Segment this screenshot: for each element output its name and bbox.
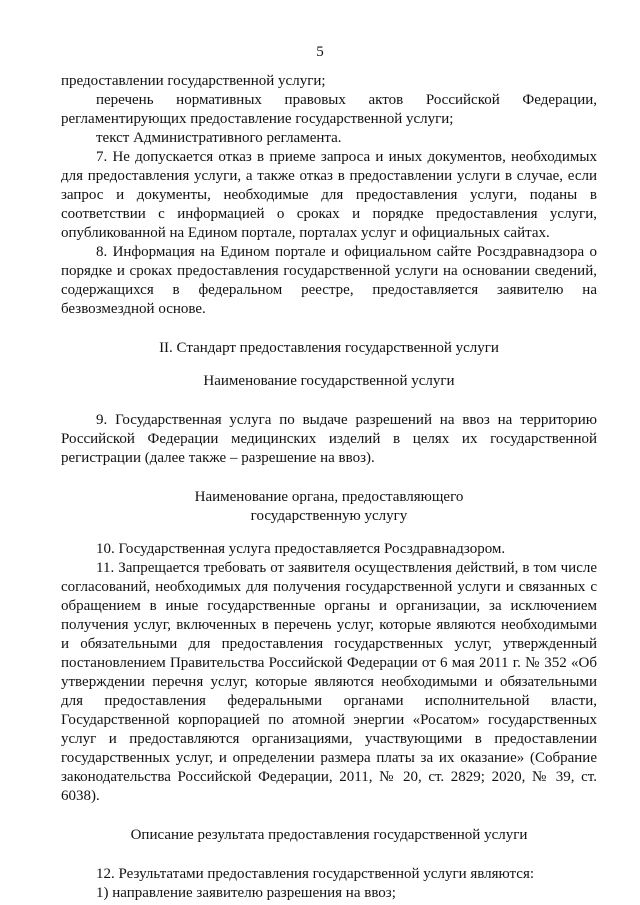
paragraph-item-11: 11. Запрещается требовать от заявителя осуществления действий, в том числе согласований, необходимых для получения государственной услуги и связанных с обращением в иные государственные органы и организации, за исключением получения услуг, включенных в перечень услуг, которые являются необходимыми и обязательными для предоставления государственных услуг, утвержденный постановлением Правительства Российской Федерации от 6 мая 2011 г. № 352 «Об утверждении перечня услуг, которые являются необходимыми и обязательными для предоставления федеральными органами исполнительной власти, Государственной корпорацией по атомной энергии «Росатом» государственных услуг и предоставляются организациями, участвующими в предоставлении государственных услуг, и определении размера платы за их оказание» (Собрание законодательства Российской Федерации, 2011, № 20, ст. 2829; 2020, № 39, ст. 6038). bbox=[61, 560, 597, 804]
paragraph-item-8: 8. Информация на Едином портале и официальном сайте Росздравнадзора о порядке и сроках предоставления государственной услуги на основании сведений, содержащихся в федеральном реестре, предоставляется заявителю на безвозмездной основе. bbox=[61, 244, 597, 317]
paragraph: текст Административного регламента. bbox=[96, 130, 342, 146]
paragraph-item-12: 12. Результатами предоставления государственной услуги являются: bbox=[96, 866, 535, 882]
paragraph-item-9: 9. Государственная услуга по выдаче разрешений на ввоз на территорию Российской Федерации медицинских изделий в целях их государственной регистрации (далее также – разрешение на ввоз). bbox=[61, 412, 597, 466]
paragraph: предоставлении государственной услуги; bbox=[61, 73, 326, 89]
paragraph-item-10: 10. Государственная услуга предоставляется Росздравнадзором. bbox=[96, 541, 506, 557]
page-number: 5 bbox=[316, 44, 324, 60]
list-item: 1) направление заявителю разрешения на ввоз; bbox=[96, 885, 396, 901]
subsection-heading: Наименование органа, предоставляющего bbox=[194, 489, 464, 505]
section-heading: II. Стандарт предоставления государственной услуги bbox=[159, 340, 499, 356]
paragraph-item-7: 7. Не допускается отказ в приеме запроса и иных документов, необходимых для предоставления услуги, а также отказ в предоставлении услуги в случае, если запрос и документы, необходимые для предоставления услуги, поданы в соответствии с информацией о сроках и порядке предоставления услуги, опубликованной на Едином портале, порталах услуг и официальных сайтах. bbox=[61, 149, 597, 241]
paragraph: перечень нормативных правовых актов Российской Федерации, регламентирующих предоставление государственной услуги; bbox=[61, 92, 597, 127]
subsection-heading: Наименование государственной услуги bbox=[203, 373, 455, 389]
subsection-heading: Описание результата предоставления государственной услуги bbox=[130, 827, 528, 843]
subsection-heading-line-2: государственную услугу bbox=[250, 508, 408, 524]
document-body bbox=[61, 72, 597, 903]
